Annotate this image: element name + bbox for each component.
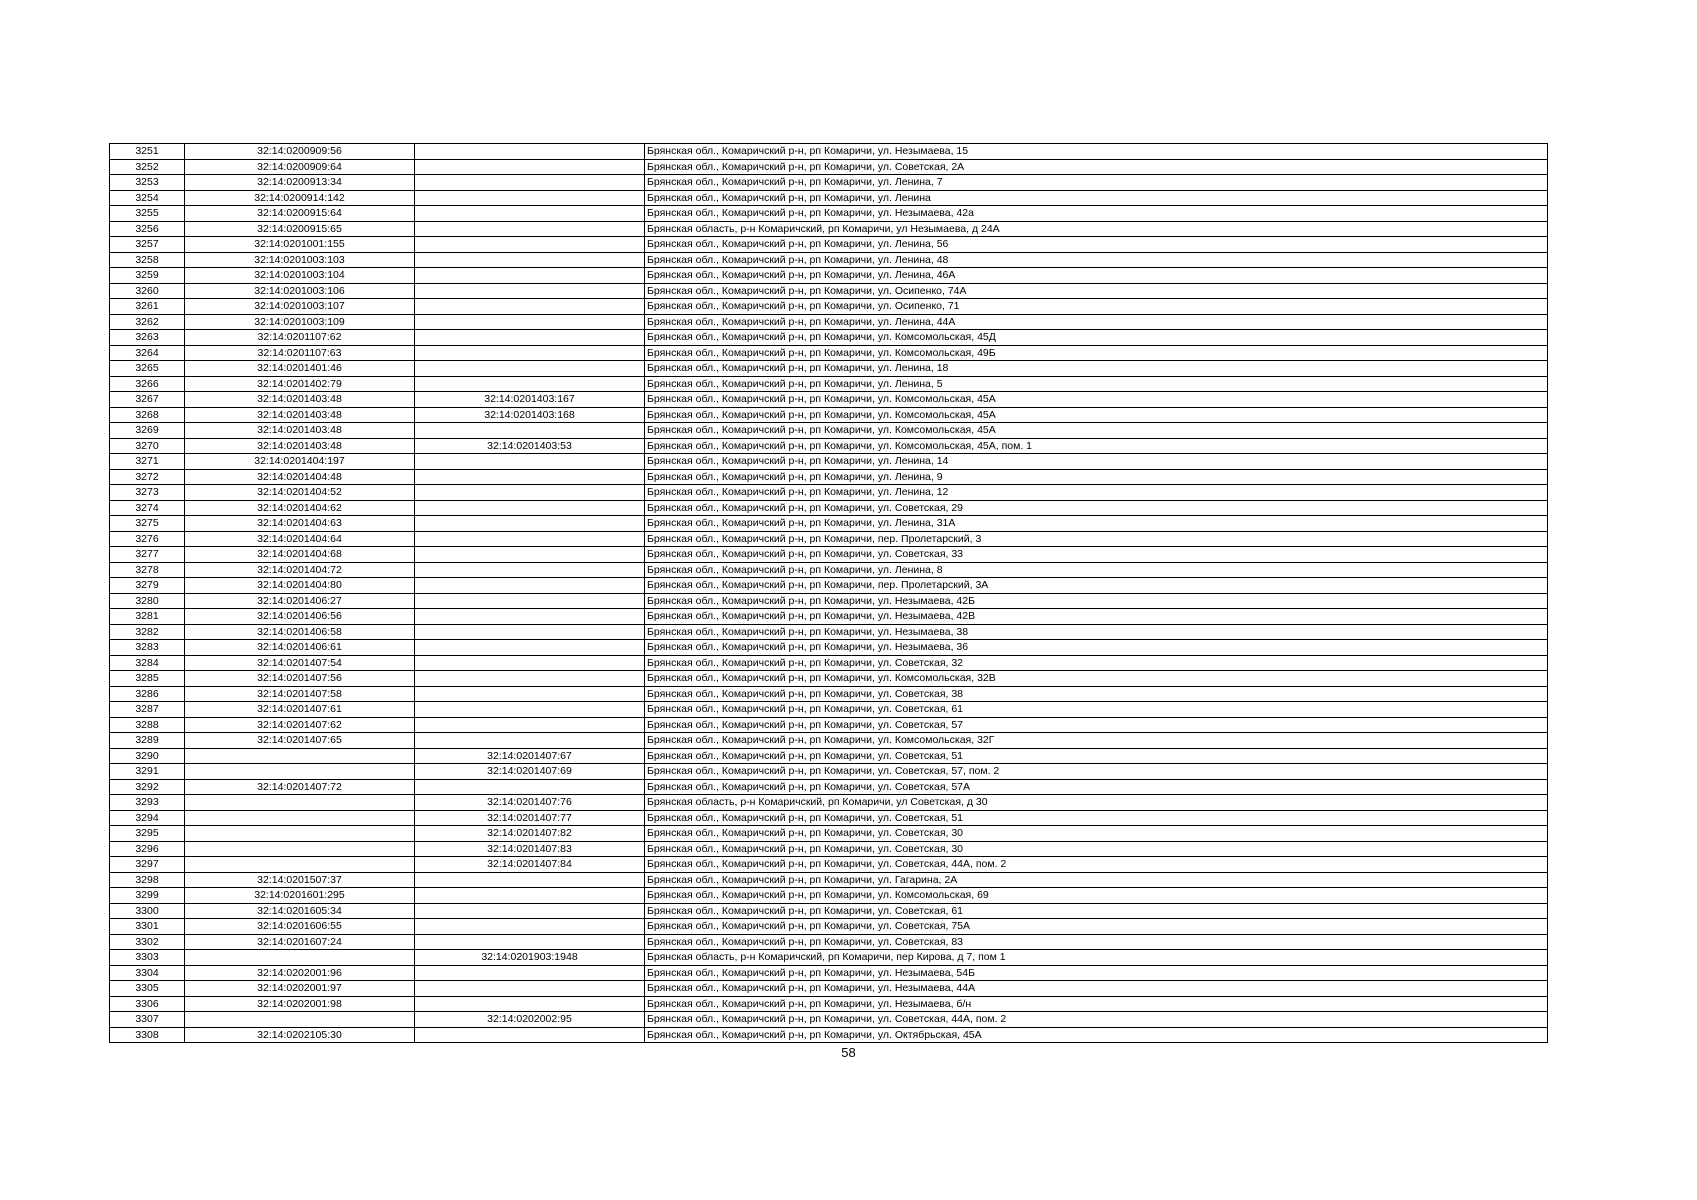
building-cadastral-number-cell <box>415 996 645 1012</box>
land-cadastral-number-cell: 32:14:0201404:64 <box>185 531 415 547</box>
address-cell: Брянская обл., Комаричский р-н, рп Комаричи, ул. Ленина, 14 <box>645 454 1548 470</box>
table-row <box>110 996 1548 1012</box>
row-number-cell: 3304 <box>110 965 185 981</box>
address-cell: Брянская обл., Комаричский р-н, рп Комаричи, ул. Ленина, 44А <box>645 314 1548 330</box>
land-cadastral-number-cell: 32:14:0201606:55 <box>185 919 415 935</box>
address-cell: Брянская обл., Комаричский р-н, рп Комаричи, ул. Советская, 61 <box>645 903 1548 919</box>
address-cell: Брянская обл., Комаричский р-н, рп Комаричи, ул. Комсомольская, 45А <box>645 423 1548 439</box>
table-row <box>110 919 1548 935</box>
address-cell: Брянская обл., Комаричский р-н, рп Комаричи, ул. Советская, 57, пом. 2 <box>645 764 1548 780</box>
row-number-cell: 3264 <box>110 345 185 361</box>
address-cell: Брянская обл., Комаричский р-н, рп Комаричи, ул. Советская, 75А <box>645 919 1548 935</box>
building-cadastral-number-cell <box>415 547 645 563</box>
table-row <box>110 531 1548 547</box>
address-cell: Брянская обл., Комаричский р-н, рп Комаричи, ул. Советская, 29 <box>645 500 1548 516</box>
building-cadastral-number-cell <box>415 299 645 315</box>
address-cell: Брянская обл., Комаричский р-н, рп Комаричи, ул. Советская, 30 <box>645 826 1548 842</box>
address-cell: Брянская обл., Комаричский р-н, рп Комаричи, ул. Советская, 57 <box>645 717 1548 733</box>
row-number-cell: 3267 <box>110 392 185 408</box>
building-cadastral-number-cell <box>415 965 645 981</box>
row-number-cell: 3307 <box>110 1012 185 1028</box>
land-cadastral-number-cell <box>185 748 415 764</box>
table-row <box>110 345 1548 361</box>
row-number-cell: 3275 <box>110 516 185 532</box>
land-cadastral-number-cell: 32:14:0201607:24 <box>185 934 415 950</box>
land-cadastral-number-cell: 32:14:0201107:62 <box>185 330 415 346</box>
building-cadastral-number-cell <box>415 175 645 191</box>
address-cell: Брянская обл., Комаричский р-н, рп Комаричи, ул. Советская, 57А <box>645 779 1548 795</box>
address-cell: Брянская обл., Комаричский р-н, рп Комаричи, ул. Советская, 51 <box>645 748 1548 764</box>
table-row <box>110 671 1548 687</box>
table-row <box>110 593 1548 609</box>
address-cell: Брянская обл., Комаричский р-н, рп Комаричи, ул. Комсомольская, 45Д <box>645 330 1548 346</box>
table-row <box>110 547 1548 563</box>
building-cadastral-number-cell <box>415 640 645 656</box>
row-number-cell: 3279 <box>110 578 185 594</box>
building-cadastral-number-cell <box>415 454 645 470</box>
building-cadastral-number-cell <box>415 361 645 377</box>
row-number-cell: 3251 <box>110 144 185 160</box>
address-cell: Брянская обл., Комаричский р-н, рп Комаричи, ул. Ленина, 12 <box>645 485 1548 501</box>
row-number-cell: 3280 <box>110 593 185 609</box>
row-number-cell: 3262 <box>110 314 185 330</box>
address-cell: Брянская область, р-н Комаричский, рп Комаричи, пер Кирова, д 7, пом 1 <box>645 950 1548 966</box>
row-number-cell: 3302 <box>110 934 185 950</box>
address-cell: Брянская обл., Комаричский р-н, рп Комаричи, ул. Гагарина, 2А <box>645 872 1548 888</box>
table-row <box>110 376 1548 392</box>
table-row <box>110 686 1548 702</box>
building-cadastral-number-cell <box>415 500 645 516</box>
building-cadastral-number-cell: 32:14:0201407:83 <box>415 841 645 857</box>
building-cadastral-number-cell <box>415 671 645 687</box>
building-cadastral-number-cell <box>415 237 645 253</box>
row-number-cell: 3286 <box>110 686 185 702</box>
land-cadastral-number-cell: 32:14:0202001:97 <box>185 981 415 997</box>
table-row <box>110 1027 1548 1043</box>
row-number-cell: 3261 <box>110 299 185 315</box>
building-cadastral-number-cell <box>415 888 645 904</box>
address-cell: Брянская обл., Комаричский р-н, рп Комаричи, ул. Незымаева, 42Б <box>645 593 1548 609</box>
row-number-cell: 3271 <box>110 454 185 470</box>
address-cell: Брянская обл., Комаричский р-н, рп Комаричи, ул. Советская, 44А, пом. 2 <box>645 1012 1548 1028</box>
table-row <box>110 640 1548 656</box>
address-cell: Брянская обл., Комаричский р-н, рп Комаричи, ул. Советская, 51 <box>645 810 1548 826</box>
table-row <box>110 206 1548 222</box>
land-cadastral-number-cell: 32:14:0200909:56 <box>185 144 415 160</box>
land-cadastral-number-cell: 32:14:0200915:65 <box>185 221 415 237</box>
address-cell: Брянская обл., Комаричский р-н, рп Комаричи, пер. Пролетарский, 3 <box>645 531 1548 547</box>
address-cell: Брянская обл., Комаричский р-н, рп Комаричи, ул. Комсомольская, 45А <box>645 392 1548 408</box>
row-number-cell: 3303 <box>110 950 185 966</box>
land-cadastral-number-cell: 32:14:0201001:155 <box>185 237 415 253</box>
land-cadastral-number-cell: 32:14:0201003:103 <box>185 252 415 268</box>
row-number-cell: 3291 <box>110 764 185 780</box>
land-cadastral-number-cell: 32:14:0201401:46 <box>185 361 415 377</box>
building-cadastral-number-cell <box>415 1027 645 1043</box>
land-cadastral-number-cell: 32:14:0201605:34 <box>185 903 415 919</box>
row-number-cell: 3281 <box>110 609 185 625</box>
land-cadastral-number-cell: 32:14:0201404:48 <box>185 469 415 485</box>
table-row <box>110 500 1548 516</box>
land-cadastral-number-cell <box>185 841 415 857</box>
building-cadastral-number-cell: 32:14:0201403:53 <box>415 438 645 454</box>
row-number-cell: 3301 <box>110 919 185 935</box>
land-cadastral-number-cell <box>185 1012 415 1028</box>
row-number-cell: 3272 <box>110 469 185 485</box>
building-cadastral-number-cell <box>415 733 645 749</box>
building-cadastral-number-cell <box>415 655 645 671</box>
land-cadastral-number-cell: 32:14:0201404:52 <box>185 485 415 501</box>
land-cadastral-number-cell: 32:14:0201404:197 <box>185 454 415 470</box>
land-cadastral-number-cell: 32:14:0202001:98 <box>185 996 415 1012</box>
row-number-cell: 3269 <box>110 423 185 439</box>
table-row <box>110 795 1548 811</box>
address-cell: Брянская обл., Комаричский р-н, рп Комаричи, ул. Незымаева, 38 <box>645 624 1548 640</box>
address-cell: Брянская обл., Комаричский р-н, рп Комаричи, ул. Ленина, 46А <box>645 268 1548 284</box>
table-row <box>110 826 1548 842</box>
address-cell: Брянская обл., Комаричский р-н, рп Комаричи, ул. Советская, 44А, пом. 2 <box>645 857 1548 873</box>
address-cell: Брянская обл., Комаричский р-н, рп Комаричи, ул. Советская, 61 <box>645 702 1548 718</box>
land-cadastral-number-cell: 32:14:0201407:65 <box>185 733 415 749</box>
row-number-cell: 3273 <box>110 485 185 501</box>
table-row <box>110 733 1548 749</box>
table-row <box>110 609 1548 625</box>
land-cadastral-number-cell: 32:14:0201407:58 <box>185 686 415 702</box>
row-number-cell: 3257 <box>110 237 185 253</box>
building-cadastral-number-cell <box>415 159 645 175</box>
address-cell: Брянская обл., Комаричский р-н, рп Комаричи, ул. Незымаева, 42В <box>645 609 1548 625</box>
address-cell: Брянская обл., Комаричский р-н, рп Комаричи, ул. Незымаева, 36 <box>645 640 1548 656</box>
address-cell: Брянская обл., Комаричский р-н, рп Комаричи, ул. Ленина, 31А <box>645 516 1548 532</box>
land-cadastral-number-cell: 32:14:0201407:62 <box>185 717 415 733</box>
address-cell: Брянская обл., Комаричский р-н, рп Комаричи, ул. Незымаева, б/н <box>645 996 1548 1012</box>
building-cadastral-number-cell <box>415 872 645 888</box>
table-row <box>110 578 1548 594</box>
building-cadastral-number-cell <box>415 144 645 160</box>
building-cadastral-number-cell <box>415 485 645 501</box>
building-cadastral-number-cell: 32:14:0201407:84 <box>415 857 645 873</box>
row-number-cell: 3283 <box>110 640 185 656</box>
table-row <box>110 516 1548 532</box>
row-number-cell: 3255 <box>110 206 185 222</box>
building-cadastral-number-cell <box>415 624 645 640</box>
land-cadastral-number-cell: 32:14:0201404:72 <box>185 562 415 578</box>
table-row <box>110 190 1548 206</box>
land-cadastral-number-cell: 32:14:0201403:48 <box>185 438 415 454</box>
building-cadastral-number-cell <box>415 702 645 718</box>
table-row <box>110 423 1548 439</box>
building-cadastral-number-cell <box>415 609 645 625</box>
land-cadastral-number-cell: 32:14:0201507:37 <box>185 872 415 888</box>
address-cell: Брянская обл., Комаричский р-н, рп Комаричи, ул. Осипенко, 74А <box>645 283 1548 299</box>
table-row <box>110 717 1548 733</box>
table-row <box>110 857 1548 873</box>
building-cadastral-number-cell <box>415 903 645 919</box>
building-cadastral-number-cell <box>415 206 645 222</box>
page-number: 58 <box>841 1045 856 1060</box>
building-cadastral-number-cell <box>415 252 645 268</box>
table-row <box>110 454 1548 470</box>
table-row <box>110 144 1548 160</box>
building-cadastral-number-cell: 32:14:0201403:167 <box>415 392 645 408</box>
land-cadastral-number-cell: 32:14:0200909:64 <box>185 159 415 175</box>
address-cell: Брянская обл., Комаричский р-н, рп Комаричи, ул. Советская, 38 <box>645 686 1548 702</box>
land-cadastral-number-cell: 32:14:0201601:295 <box>185 888 415 904</box>
address-cell: Брянская обл., Комаричский р-н, рп Комаричи, ул. Незымаева, 54Б <box>645 965 1548 981</box>
table-row <box>110 764 1548 780</box>
building-cadastral-number-cell <box>415 516 645 532</box>
row-number-cell: 3293 <box>110 795 185 811</box>
row-number-cell: 3294 <box>110 810 185 826</box>
row-number-cell: 3288 <box>110 717 185 733</box>
row-number-cell: 3284 <box>110 655 185 671</box>
row-number-cell: 3298 <box>110 872 185 888</box>
land-cadastral-number-cell: 32:14:0201402:79 <box>185 376 415 392</box>
table-row <box>110 965 1548 981</box>
land-cadastral-number-cell: 32:14:0201404:68 <box>185 547 415 563</box>
address-cell: Брянская обл., Комаричский р-н, рп Комаричи, ул. Ленина, 18 <box>645 361 1548 377</box>
land-cadastral-number-cell: 32:14:0201403:48 <box>185 407 415 423</box>
building-cadastral-number-cell <box>415 779 645 795</box>
row-number-cell: 3259 <box>110 268 185 284</box>
address-cell: Брянская обл., Комаричский р-н, рп Комаричи, пер. Пролетарский, 3А <box>645 578 1548 594</box>
table-row <box>110 562 1548 578</box>
address-cell: Брянская обл., Комаричский р-н, рп Комаричи, ул. Комсомольская, 32Г <box>645 733 1548 749</box>
building-cadastral-number-cell <box>415 562 645 578</box>
table-row <box>110 438 1548 454</box>
building-cadastral-number-cell: 32:14:0201407:67 <box>415 748 645 764</box>
land-cadastral-number-cell: 32:14:0201003:109 <box>185 314 415 330</box>
table-row <box>110 655 1548 671</box>
land-cadastral-number-cell <box>185 826 415 842</box>
building-cadastral-number-cell: 32:14:0201407:76 <box>415 795 645 811</box>
table-row <box>110 748 1548 764</box>
address-cell: Брянская обл., Комаричский р-н, рп Комаричи, ул. Ленина, 7 <box>645 175 1548 191</box>
land-cadastral-number-cell <box>185 810 415 826</box>
table-row <box>110 469 1548 485</box>
address-cell: Брянская обл., Комаричский р-н, рп Комаричи, ул. Осипенко, 71 <box>645 299 1548 315</box>
address-cell: Брянская обл., Комаричский р-н, рп Комаричи, ул. Советская, 2А <box>645 159 1548 175</box>
building-cadastral-number-cell <box>415 221 645 237</box>
row-number-cell: 3299 <box>110 888 185 904</box>
address-cell: Брянская обл., Комаричский р-н, рп Комаричи, ул. Комсомольская, 32В <box>645 671 1548 687</box>
building-cadastral-number-cell <box>415 283 645 299</box>
row-number-cell: 3282 <box>110 624 185 640</box>
row-number-cell: 3268 <box>110 407 185 423</box>
address-cell: Брянская обл., Комаричский р-н, рп Комаричи, ул. Ленина, 8 <box>645 562 1548 578</box>
row-number-cell: 3305 <box>110 981 185 997</box>
table-row <box>110 624 1548 640</box>
row-number-cell: 3308 <box>110 1027 185 1043</box>
building-cadastral-number-cell: 32:14:0201407:82 <box>415 826 645 842</box>
building-cadastral-number-cell: 32:14:0201403:168 <box>415 407 645 423</box>
building-cadastral-number-cell: 32:14:0201407:69 <box>415 764 645 780</box>
building-cadastral-number-cell <box>415 531 645 547</box>
row-number-cell: 3256 <box>110 221 185 237</box>
address-cell: Брянская обл., Комаричский р-н, рп Комаричи, ул. Незымаева, 44А <box>645 981 1548 997</box>
table-row <box>110 314 1548 330</box>
table-row <box>110 934 1548 950</box>
property-registry-table <box>109 143 1548 1043</box>
land-cadastral-number-cell <box>185 795 415 811</box>
land-cadastral-number-cell: 32:14:0201107:63 <box>185 345 415 361</box>
building-cadastral-number-cell <box>415 593 645 609</box>
land-cadastral-number-cell: 32:14:0201406:58 <box>185 624 415 640</box>
land-cadastral-number-cell: 32:14:0201407:54 <box>185 655 415 671</box>
table-row <box>110 268 1548 284</box>
table-row <box>110 950 1548 966</box>
table-row <box>110 779 1548 795</box>
row-number-cell: 3263 <box>110 330 185 346</box>
address-cell: Брянская обл., Комаричский р-н, рп Комаричи, ул. Ленина, 5 <box>645 376 1548 392</box>
row-number-cell: 3285 <box>110 671 185 687</box>
table-row <box>110 872 1548 888</box>
table-row <box>110 252 1548 268</box>
land-cadastral-number-cell: 32:14:0201403:48 <box>185 392 415 408</box>
table-row <box>110 299 1548 315</box>
building-cadastral-number-cell <box>415 717 645 733</box>
land-cadastral-number-cell: 32:14:0201404:80 <box>185 578 415 594</box>
address-cell: Брянская обл., Комаричский р-н, рп Комаричи, ул. Незымаева, 15 <box>645 144 1548 160</box>
address-cell: Брянская область, р-н Комаричский, рп Комаричи, ул Незымаева, д 24А <box>645 221 1548 237</box>
table-row <box>110 981 1548 997</box>
table-row <box>110 903 1548 919</box>
row-number-cell: 3260 <box>110 283 185 299</box>
row-number-cell: 3290 <box>110 748 185 764</box>
land-cadastral-number-cell: 32:14:0201406:27 <box>185 593 415 609</box>
building-cadastral-number-cell <box>415 686 645 702</box>
building-cadastral-number-cell <box>415 268 645 284</box>
building-cadastral-number-cell <box>415 423 645 439</box>
row-number-cell: 3296 <box>110 841 185 857</box>
row-number-cell: 3295 <box>110 826 185 842</box>
row-number-cell: 3258 <box>110 252 185 268</box>
land-cadastral-number-cell <box>185 764 415 780</box>
row-number-cell: 3287 <box>110 702 185 718</box>
row-number-cell: 3252 <box>110 159 185 175</box>
table-row <box>110 330 1548 346</box>
row-number-cell: 3277 <box>110 547 185 563</box>
table-row <box>110 237 1548 253</box>
land-cadastral-number-cell: 32:14:0202105:30 <box>185 1027 415 1043</box>
building-cadastral-number-cell <box>415 919 645 935</box>
land-cadastral-number-cell: 32:14:0201404:62 <box>185 500 415 516</box>
building-cadastral-number-cell <box>415 330 645 346</box>
table-row <box>110 1012 1548 1028</box>
address-cell: Брянская обл., Комаричский р-н, рп Комаричи, ул. Ленина, 9 <box>645 469 1548 485</box>
table-row <box>110 283 1548 299</box>
address-cell: Брянская обл., Комаричский р-н, рп Комаричи, ул. Комсомольская, 45А <box>645 407 1548 423</box>
row-number-cell: 3276 <box>110 531 185 547</box>
land-cadastral-number-cell: 32:14:0200914:142 <box>185 190 415 206</box>
table-row <box>110 810 1548 826</box>
address-cell: Брянская обл., Комаричский р-н, рп Комаричи, ул. Советская, 30 <box>645 841 1548 857</box>
row-number-cell: 3274 <box>110 500 185 516</box>
building-cadastral-number-cell <box>415 190 645 206</box>
table-row <box>110 175 1548 191</box>
address-cell: Брянская область, р-н Комаричский, рп Комаричи, ул Советская, д 30 <box>645 795 1548 811</box>
building-cadastral-number-cell <box>415 376 645 392</box>
row-number-cell: 3254 <box>110 190 185 206</box>
table-row <box>110 159 1548 175</box>
row-number-cell: 3292 <box>110 779 185 795</box>
table-row <box>110 841 1548 857</box>
building-cadastral-number-cell <box>415 314 645 330</box>
address-cell: Брянская обл., Комаричский р-н, рп Комаричи, ул. Ленина, 56 <box>645 237 1548 253</box>
row-number-cell: 3278 <box>110 562 185 578</box>
land-cadastral-number-cell: 32:14:0201407:56 <box>185 671 415 687</box>
land-cadastral-number-cell: 32:14:0201003:106 <box>185 283 415 299</box>
row-number-cell: 3289 <box>110 733 185 749</box>
address-cell: Брянская обл., Комаричский р-н, рп Комаричи, ул. Комсомольская, 69 <box>645 888 1548 904</box>
address-cell: Брянская обл., Комаричский р-н, рп Комаричи, ул. Советская, 33 <box>645 547 1548 563</box>
registry-table-body <box>110 144 1548 1043</box>
building-cadastral-number-cell <box>415 345 645 361</box>
land-cadastral-number-cell: 32:14:0202001:96 <box>185 965 415 981</box>
row-number-cell: 3297 <box>110 857 185 873</box>
row-number-cell: 3300 <box>110 903 185 919</box>
land-cadastral-number-cell: 32:14:0201407:72 <box>185 779 415 795</box>
table-row <box>110 361 1548 377</box>
land-cadastral-number-cell <box>185 950 415 966</box>
table-row <box>110 407 1548 423</box>
address-cell: Брянская обл., Комаричский р-н, рп Комаричи, ул. Советская, 83 <box>645 934 1548 950</box>
address-cell: Брянская обл., Комаричский р-н, рп Комаричи, ул. Комсомольская, 49Б <box>645 345 1548 361</box>
table-row <box>110 485 1548 501</box>
row-number-cell: 3266 <box>110 376 185 392</box>
land-cadastral-number-cell: 32:14:0201403:48 <box>185 423 415 439</box>
land-cadastral-number-cell: 32:14:0201406:56 <box>185 609 415 625</box>
building-cadastral-number-cell: 32:14:0202002:95 <box>415 1012 645 1028</box>
land-cadastral-number-cell: 32:14:0201407:61 <box>185 702 415 718</box>
row-number-cell: 3270 <box>110 438 185 454</box>
row-number-cell: 3306 <box>110 996 185 1012</box>
address-cell: Брянская обл., Комаричский р-н, рп Комаричи, ул. Ленина <box>645 190 1548 206</box>
land-cadastral-number-cell: 32:14:0200915:64 <box>185 206 415 222</box>
table-row <box>110 702 1548 718</box>
land-cadastral-number-cell: 32:14:0201406:61 <box>185 640 415 656</box>
address-cell: Брянская обл., Комаричский р-н, рп Комаричи, ул. Октябрьская, 45А <box>645 1027 1548 1043</box>
building-cadastral-number-cell <box>415 578 645 594</box>
table-row <box>110 888 1548 904</box>
building-cadastral-number-cell <box>415 469 645 485</box>
building-cadastral-number-cell <box>415 934 645 950</box>
table-row <box>110 221 1548 237</box>
land-cadastral-number-cell: 32:14:0201003:104 <box>185 268 415 284</box>
land-cadastral-number-cell: 32:14:0201404:63 <box>185 516 415 532</box>
building-cadastral-number-cell: 32:14:0201903:1948 <box>415 950 645 966</box>
building-cadastral-number-cell <box>415 981 645 997</box>
row-number-cell: 3265 <box>110 361 185 377</box>
building-cadastral-number-cell: 32:14:0201407:77 <box>415 810 645 826</box>
address-cell: Брянская обл., Комаричский р-н, рп Комаричи, ул. Ленина, 48 <box>645 252 1548 268</box>
land-cadastral-number-cell: 32:14:0200913:34 <box>185 175 415 191</box>
address-cell: Брянская обл., Комаричский р-н, рп Комаричи, ул. Незымаева, 42а <box>645 206 1548 222</box>
table-row <box>110 392 1548 408</box>
row-number-cell: 3253 <box>110 175 185 191</box>
land-cadastral-number-cell <box>185 857 415 873</box>
address-cell: Брянская обл., Комаричский р-н, рп Комаричи, ул. Комсомольская, 45А, пом. 1 <box>645 438 1548 454</box>
land-cadastral-number-cell: 32:14:0201003:107 <box>185 299 415 315</box>
address-cell: Брянская обл., Комаричский р-н, рп Комаричи, ул. Советская, 32 <box>645 655 1548 671</box>
